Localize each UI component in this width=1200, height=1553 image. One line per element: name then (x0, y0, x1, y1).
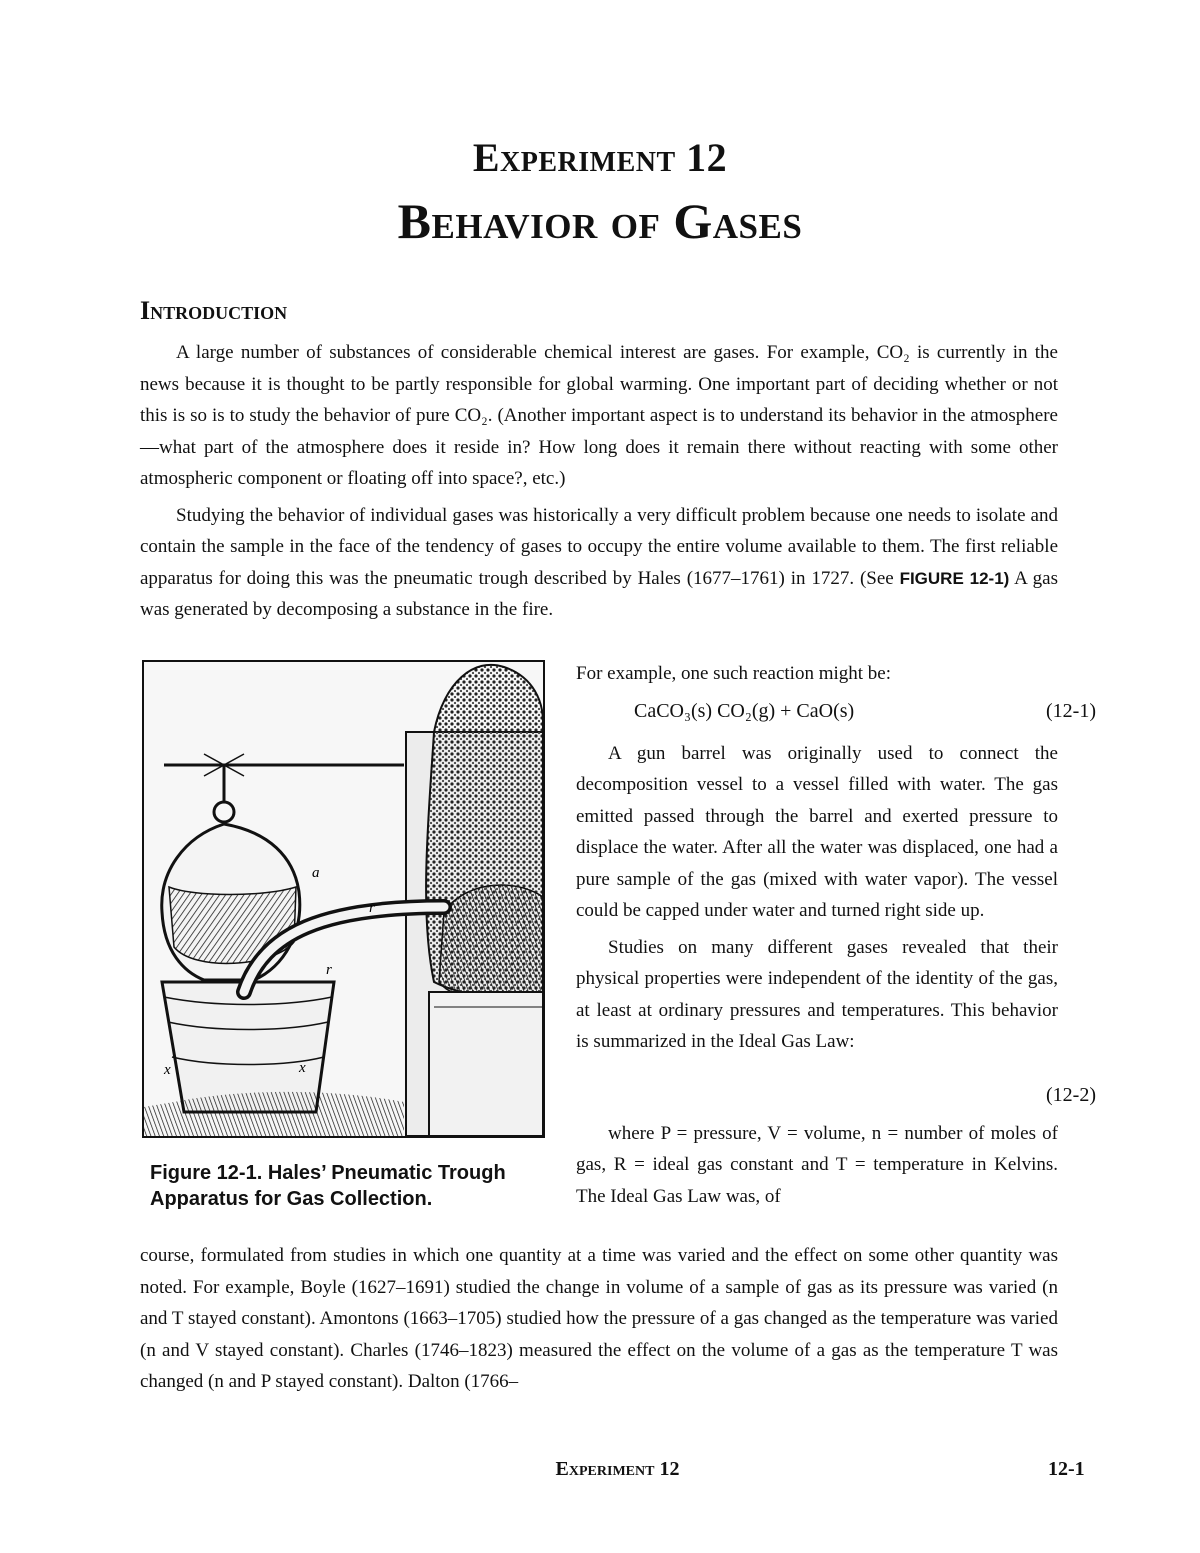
bottom-text (140, 1240, 1058, 1398)
label-r1: r (369, 900, 375, 916)
paragraph-2-text-b: A gas was generated by decomposing a substance in the fire. (140, 567, 1058, 620)
paragraph-5-continued: course, formulated from studies in which one quantity at a time was varied and the effect on some other quantity was noted. For example, Boyle (1627–1691) studied the change in volume of a sample of gas as its pressure was varied (n and T stayed constant). Amontons (1663–1705) studied how the pressure of a gas changed as the temperature was varied (n and V stayed constant). Charles (1746–1823) measured the effect on the volume of a gas as the temperature T was changed (n and P stayed constant). Dalton (1766– (140, 1245, 1058, 1392)
equation-12-1 (576, 696, 1096, 734)
equation-12-2 (576, 1058, 1096, 1118)
paragraph-2-text-a: Studying the behavior of individual gases was historically a very difficult problem because one needs to isolate and contain the sample in the face of the tendency of gases to occupy the entire volume available to them. The first reliable apparatus for doing this was the pneumatic trough described by Hales (1677–1761) in 1727. (See (140, 504, 1058, 589)
paragraph-3: A gun barrel was originally used to connect the decomposition vessel to a vessel filled with water. The gas emitted passed through the barrel and exerted pressure to displace the water. After all the water was displaced, one had a pure sample of the gas (mixed with water vapor). The vessel could be capped under water and turned right side up. (576, 742, 1058, 921)
paragraph-2 (140, 500, 1058, 626)
label-a: a (312, 865, 320, 881)
footer-page-number: 12-1 (1048, 1458, 1085, 1480)
pneumatic-trough-illustration (144, 662, 543, 1136)
equation-12-2-number: (12-2) (1046, 1083, 1096, 1106)
section-heading: Introduction (140, 296, 288, 325)
label-x2: x (299, 1060, 306, 1076)
paragraph-5: where P = pressure, V = volume, n = number of moles of gas, R = ideal gas constant and T = temperature in Kelvins. The Ideal Gas Law was, of (576, 1122, 1058, 1207)
intro-text (140, 337, 1058, 626)
paragraph-4: Studies on many different gases revealed that their physical properties were independent of the identity of the gas, at least at ordinary pressures and temperatures. This behavior is summarized in the Ideal Gas Law: (576, 936, 1058, 1052)
title-block (0, 132, 1200, 254)
equation-12-1-number: (12-1) (1046, 699, 1096, 722)
label-x1: x (164, 1062, 171, 1078)
label-r2: r (326, 962, 332, 978)
experiment-title: Behavior of Gases (397, 193, 803, 249)
figure-reference: FIGURE 12-1) (899, 568, 1010, 588)
footer-experiment-label: Experiment 12 (555, 1458, 680, 1480)
figure-12-1 (142, 660, 545, 1138)
right-column-text (576, 658, 1096, 1212)
paragraph-1: A large number of substances of considerable chemical interest are gases. For example, CO₂ is currently in the news because it is thought to be partly responsible for global warming. One important part of deciding whether or not this is so is to study the behavior of pure CO₂. (Another important aspect is to understand its behavior in the atmosphere—what part of the atmosphere does it reside in? How long does it remain there without reacting with some other atmospheric component or floating off into space?, etc.) (140, 342, 1058, 489)
experiment-number-heading: Experiment 12 (472, 135, 728, 180)
figure-caption: Figure 12-1. Hales’ Pneumatic Trough Apparatus for Gas Collection. (150, 1162, 506, 1210)
reaction-lead-in: For example, one such reaction might be: (576, 663, 891, 684)
equation-12-1-expression: CaCO₃(s) CO₂(g) + CaO(s) (634, 699, 855, 722)
